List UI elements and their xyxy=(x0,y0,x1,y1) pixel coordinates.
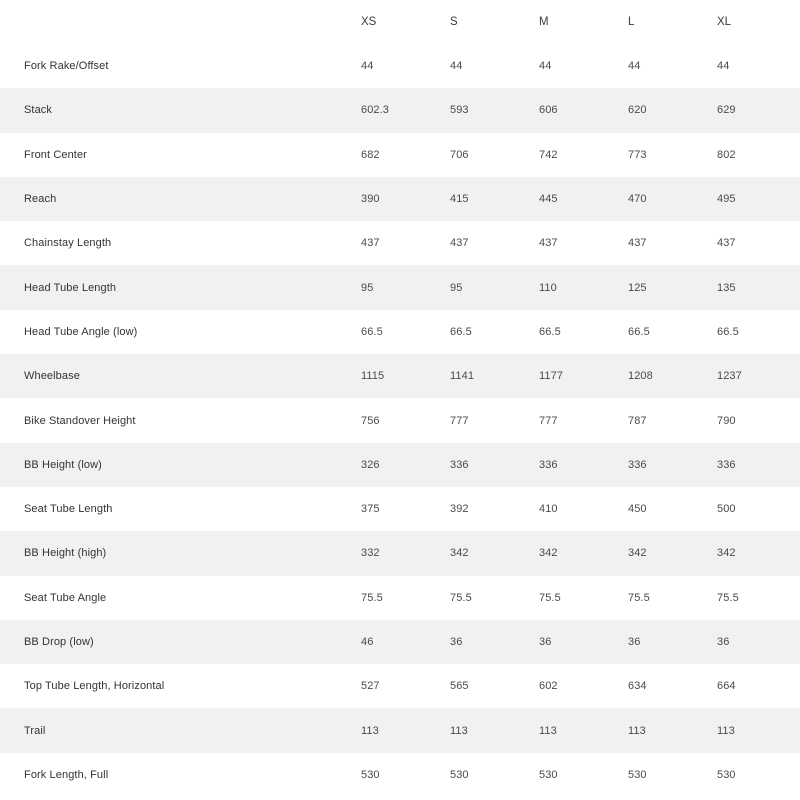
column-header-m: M xyxy=(533,0,622,44)
row-label: Head Tube Length xyxy=(24,281,117,294)
cell-xs: 527 xyxy=(361,680,380,693)
column-header-measurement xyxy=(0,0,355,44)
row-label: Seat Tube Length xyxy=(24,503,113,516)
row-label: Top Tube Length, Horizontal xyxy=(24,680,165,693)
cell-l: 66.5 xyxy=(628,325,650,338)
cell-m: 602 xyxy=(539,680,558,693)
cell-l: 36 xyxy=(628,636,641,648)
cell-xs: 437 xyxy=(361,237,380,250)
cell-xl: 500 xyxy=(717,503,736,516)
row-label: Fork Length, Full xyxy=(24,768,109,781)
cell-xs: 44 xyxy=(361,60,374,73)
cell-l: 773 xyxy=(628,148,647,161)
row-label: Chainstay Length xyxy=(24,237,112,250)
table-row xyxy=(0,265,800,309)
cell-xs: 113 xyxy=(361,724,379,737)
cell-s: 437 xyxy=(450,237,469,250)
cell-m: 530 xyxy=(539,768,558,781)
cell-xl: 44 xyxy=(717,60,730,73)
cell-xs: 756 xyxy=(361,414,380,427)
cell-xs: 95 xyxy=(361,281,374,294)
cell-xl: 135 xyxy=(717,281,736,294)
row-label: Wheelbase xyxy=(24,370,80,383)
cell-s: 1141 xyxy=(450,370,475,383)
cell-l: 450 xyxy=(628,503,647,516)
cell-s: 113 xyxy=(450,724,468,737)
table-row xyxy=(0,664,800,708)
row-label: Seat Tube Angle xyxy=(24,591,107,604)
cell-m: 342 xyxy=(539,547,558,560)
table-row xyxy=(0,620,800,664)
table-header-row xyxy=(0,0,800,44)
row-label: BB Height (low) xyxy=(24,458,102,471)
cell-m: 437 xyxy=(539,237,558,250)
row-label: BB Height (high) xyxy=(24,547,107,560)
table-row xyxy=(0,177,800,221)
cell-l: 437 xyxy=(628,237,647,250)
cell-s: 36 xyxy=(450,636,463,648)
cell-l: 44 xyxy=(628,60,641,73)
cell-xs: 602.3 xyxy=(361,104,390,117)
cell-xs: 375 xyxy=(361,503,380,516)
cell-m: 75.5 xyxy=(539,591,561,604)
column-header-xs: XS xyxy=(355,0,444,44)
cell-s: 706 xyxy=(450,148,469,161)
cell-xl: 342 xyxy=(717,547,736,560)
cell-xl: 530 xyxy=(717,768,736,781)
cell-xs: 326 xyxy=(361,458,380,471)
row-label: Bike Standover Height xyxy=(24,414,136,427)
cell-l: 530 xyxy=(628,768,647,781)
cell-l: 1208 xyxy=(628,370,653,383)
cell-l: 634 xyxy=(628,680,647,693)
cell-xl: 36 xyxy=(717,636,730,648)
cell-m: 410 xyxy=(539,503,558,516)
table-row xyxy=(0,398,800,442)
table-row xyxy=(0,531,800,575)
column-header-l: L xyxy=(622,0,711,44)
cell-m: 606 xyxy=(539,104,558,117)
table-row xyxy=(0,753,800,797)
cell-xl: 113 xyxy=(717,724,735,737)
cell-m: 742 xyxy=(539,148,558,161)
cell-s: 777 xyxy=(450,414,469,427)
table-row xyxy=(0,576,800,620)
row-label: Fork Rake/Offset xyxy=(24,60,109,73)
table-row xyxy=(0,133,800,177)
cell-xs: 332 xyxy=(361,547,380,560)
cell-s: 530 xyxy=(450,768,469,781)
cell-xl: 66.5 xyxy=(717,325,739,338)
cell-m: 777 xyxy=(539,414,558,427)
cell-s: 342 xyxy=(450,547,469,560)
column-header-xl: XL xyxy=(711,0,800,44)
cell-s: 593 xyxy=(450,104,469,117)
row-label: BB Drop (low) xyxy=(24,636,94,648)
table-body xyxy=(0,44,800,797)
cell-xs: 390 xyxy=(361,193,380,206)
cell-xs: 66.5 xyxy=(361,325,383,338)
table-row xyxy=(0,487,800,531)
cell-m: 110 xyxy=(539,281,557,294)
cell-xl: 664 xyxy=(717,680,736,693)
cell-xs: 530 xyxy=(361,768,380,781)
cell-m: 66.5 xyxy=(539,325,561,338)
cell-s: 44 xyxy=(450,60,463,73)
table-row xyxy=(0,310,800,354)
row-label: Stack xyxy=(24,104,53,117)
cell-l: 470 xyxy=(628,193,647,206)
cell-s: 75.5 xyxy=(450,591,472,604)
cell-xl: 437 xyxy=(717,237,736,250)
table-row xyxy=(0,443,800,487)
cell-m: 44 xyxy=(539,60,552,73)
cell-m: 445 xyxy=(539,193,558,206)
cell-m: 1177 xyxy=(539,370,564,383)
cell-xs: 46 xyxy=(361,636,374,648)
cell-xl: 336 xyxy=(717,458,736,471)
table-row xyxy=(0,44,800,88)
cell-l: 125 xyxy=(628,281,647,294)
cell-l: 113 xyxy=(628,724,646,737)
cell-s: 392 xyxy=(450,503,469,516)
cell-xs: 682 xyxy=(361,148,380,161)
row-label: Trail xyxy=(24,724,46,737)
table-header xyxy=(0,0,800,44)
cell-s: 336 xyxy=(450,458,469,471)
cell-m: 36 xyxy=(539,636,552,648)
cell-m: 113 xyxy=(539,724,557,737)
cell-xl: 629 xyxy=(717,104,736,117)
cell-xl: 790 xyxy=(717,414,736,427)
cell-l: 787 xyxy=(628,414,647,427)
cell-s: 415 xyxy=(450,193,469,206)
table-row xyxy=(0,708,800,752)
cell-xl: 802 xyxy=(717,148,736,161)
cell-xs: 1115 xyxy=(361,370,385,383)
column-header-s: S xyxy=(444,0,533,44)
row-label: Reach xyxy=(24,193,57,206)
cell-s: 95 xyxy=(450,281,463,294)
table-row xyxy=(0,88,800,132)
cell-xl: 495 xyxy=(717,193,736,206)
cell-l: 342 xyxy=(628,547,647,560)
cell-s: 565 xyxy=(450,680,469,693)
cell-xl: 1237 xyxy=(717,370,742,383)
table-row xyxy=(0,221,800,265)
table-row xyxy=(0,354,800,398)
cell-xs: 75.5 xyxy=(361,591,383,604)
row-label: Head Tube Angle (low) xyxy=(24,325,138,338)
cell-xl: 75.5 xyxy=(717,591,739,604)
cell-s: 66.5 xyxy=(450,325,472,338)
cell-l: 75.5 xyxy=(628,591,650,604)
cell-l: 620 xyxy=(628,104,647,117)
row-label: Front Center xyxy=(24,148,87,161)
cell-l: 336 xyxy=(628,458,647,471)
cell-m: 336 xyxy=(539,458,558,471)
